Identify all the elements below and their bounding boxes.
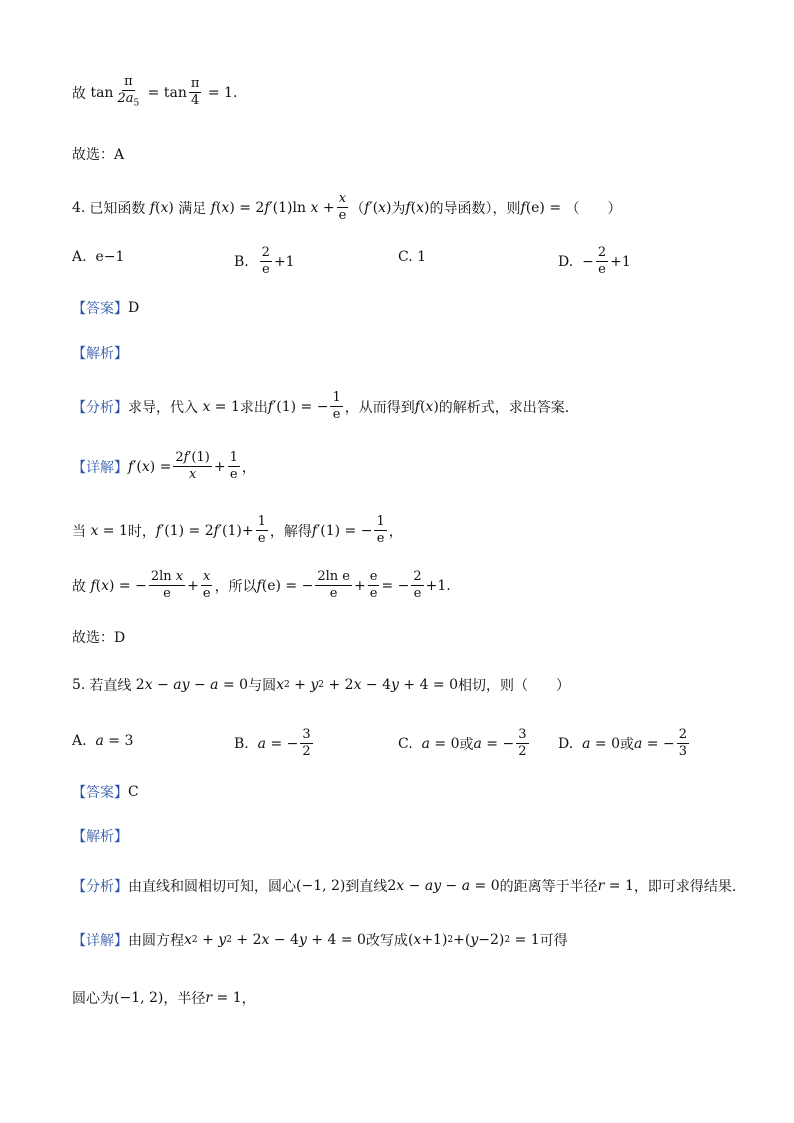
option-b: B. $\frac{2}{e}$ +1	[234, 245, 295, 277]
option-b: B. a = − $\frac{3}{2}$	[234, 727, 311, 759]
fraction-pi-over-2a5: $\frac{\pi}{2a_5}$	[117, 74, 140, 109]
fraction-pi-over-4: $\frac{\pi}{4}$	[190, 76, 200, 109]
question-5-analysis-heading	[72, 826, 754, 846]
option-a: A. a = 3	[72, 733, 134, 749]
question-4-options	[72, 245, 754, 275]
question-4-answer	[72, 298, 754, 318]
question-4-analysis-heading	[72, 343, 754, 363]
question-5-answer	[72, 782, 754, 802]
question-4-stem: 4. 已知函数 f ( x ) 满足 f ( x ) = 2 f ′(1)ln x + $\frac{x}{e}$ （ f ′( x ) 为 f ( x ) 的导函数），则 f (e) = （ ）	[72, 191, 622, 223]
question-4-xiangjie: 【详解】 f ′( x ) = $\frac{2f'(1)}{x}$ + $\frac{1}{e}$ ，	[72, 450, 256, 482]
analysis-tag: 【解析】	[72, 346, 128, 362]
question-5-fenxi: 【分析】 由直线和圆相切可知，圆心 (−1, 2) 到直线 2 x − ay − a = 0 的距离等于半径 r = 1 ，即可求得结果.	[72, 878, 737, 895]
question-4-step2: 故 f ( x ) = − $\frac{\text{2ln x}}{e}$ + $\frac{x}{e}$ ，所以 f (e) = − $\frac{\text{2ln e}}{e}$ + $\frac{e}{e}$ = − $\frac{2}{e}$ +1 .	[72, 569, 451, 601]
line-conclusion-tan: 故 tan $\frac{\pi}{2a_5}$ = tan $\frac{\pi}{4}$ = 1 .	[72, 74, 754, 112]
analysis-tag: 【解析】	[72, 829, 128, 845]
question-4-step1: 当 x = 1 时， f ′(1) = 2 f ′(1)+ $\frac{1}{e}$ ，解得 f ′(1) = − $\frac{1}{e}$ ，	[72, 514, 403, 546]
option-c: C. 1	[398, 249, 427, 265]
question-5-center: 圆心为 (−1, 2) ，半径 r = 1 ，	[72, 990, 256, 1007]
option-d: D. a = 0 或 a = − $\frac{2}{3}$	[558, 727, 688, 759]
text: 故	[72, 85, 86, 102]
text: 故选：A	[72, 147, 125, 163]
question-4-conclusion: 故选：D	[72, 630, 126, 646]
answer-tag: 【答案】	[72, 301, 128, 317]
question-5-xiangjie: 【详解】 由圆方程 x 2 + y 2 + 2 x − 4 y + 4 = 0 改写成 ( x +1) 2 +( y −2) 2 = 1 可得	[72, 932, 568, 949]
answer-value: C	[128, 784, 139, 800]
question-4-fenxi: 【分析】 求导，代入 x = 1 求出 f ′(1) = − $\frac{1}{e}$ ，从而得到 f ( x ) 的解析式，求出答案.	[72, 390, 570, 422]
fraction-x-over-e: $\frac{x}{e}$	[338, 191, 347, 223]
option-a: A. e−1	[72, 249, 125, 265]
answer-value: D	[128, 300, 140, 316]
question-5-stem: 5. 若直线 2 x − ay − a = 0 与圆 x 2 + y 2 + 2 x − 4 y + 4 = 0 相切，则（ ）	[72, 677, 571, 694]
option-c: C. a = 0 或 a = − $\frac{3}{2}$	[398, 727, 527, 759]
answer-tag: 【答案】	[72, 785, 128, 801]
line-choice-a	[72, 144, 754, 164]
question-5-options	[72, 727, 754, 761]
option-d: D. − $\frac{2}{e}$ +1	[558, 245, 631, 277]
